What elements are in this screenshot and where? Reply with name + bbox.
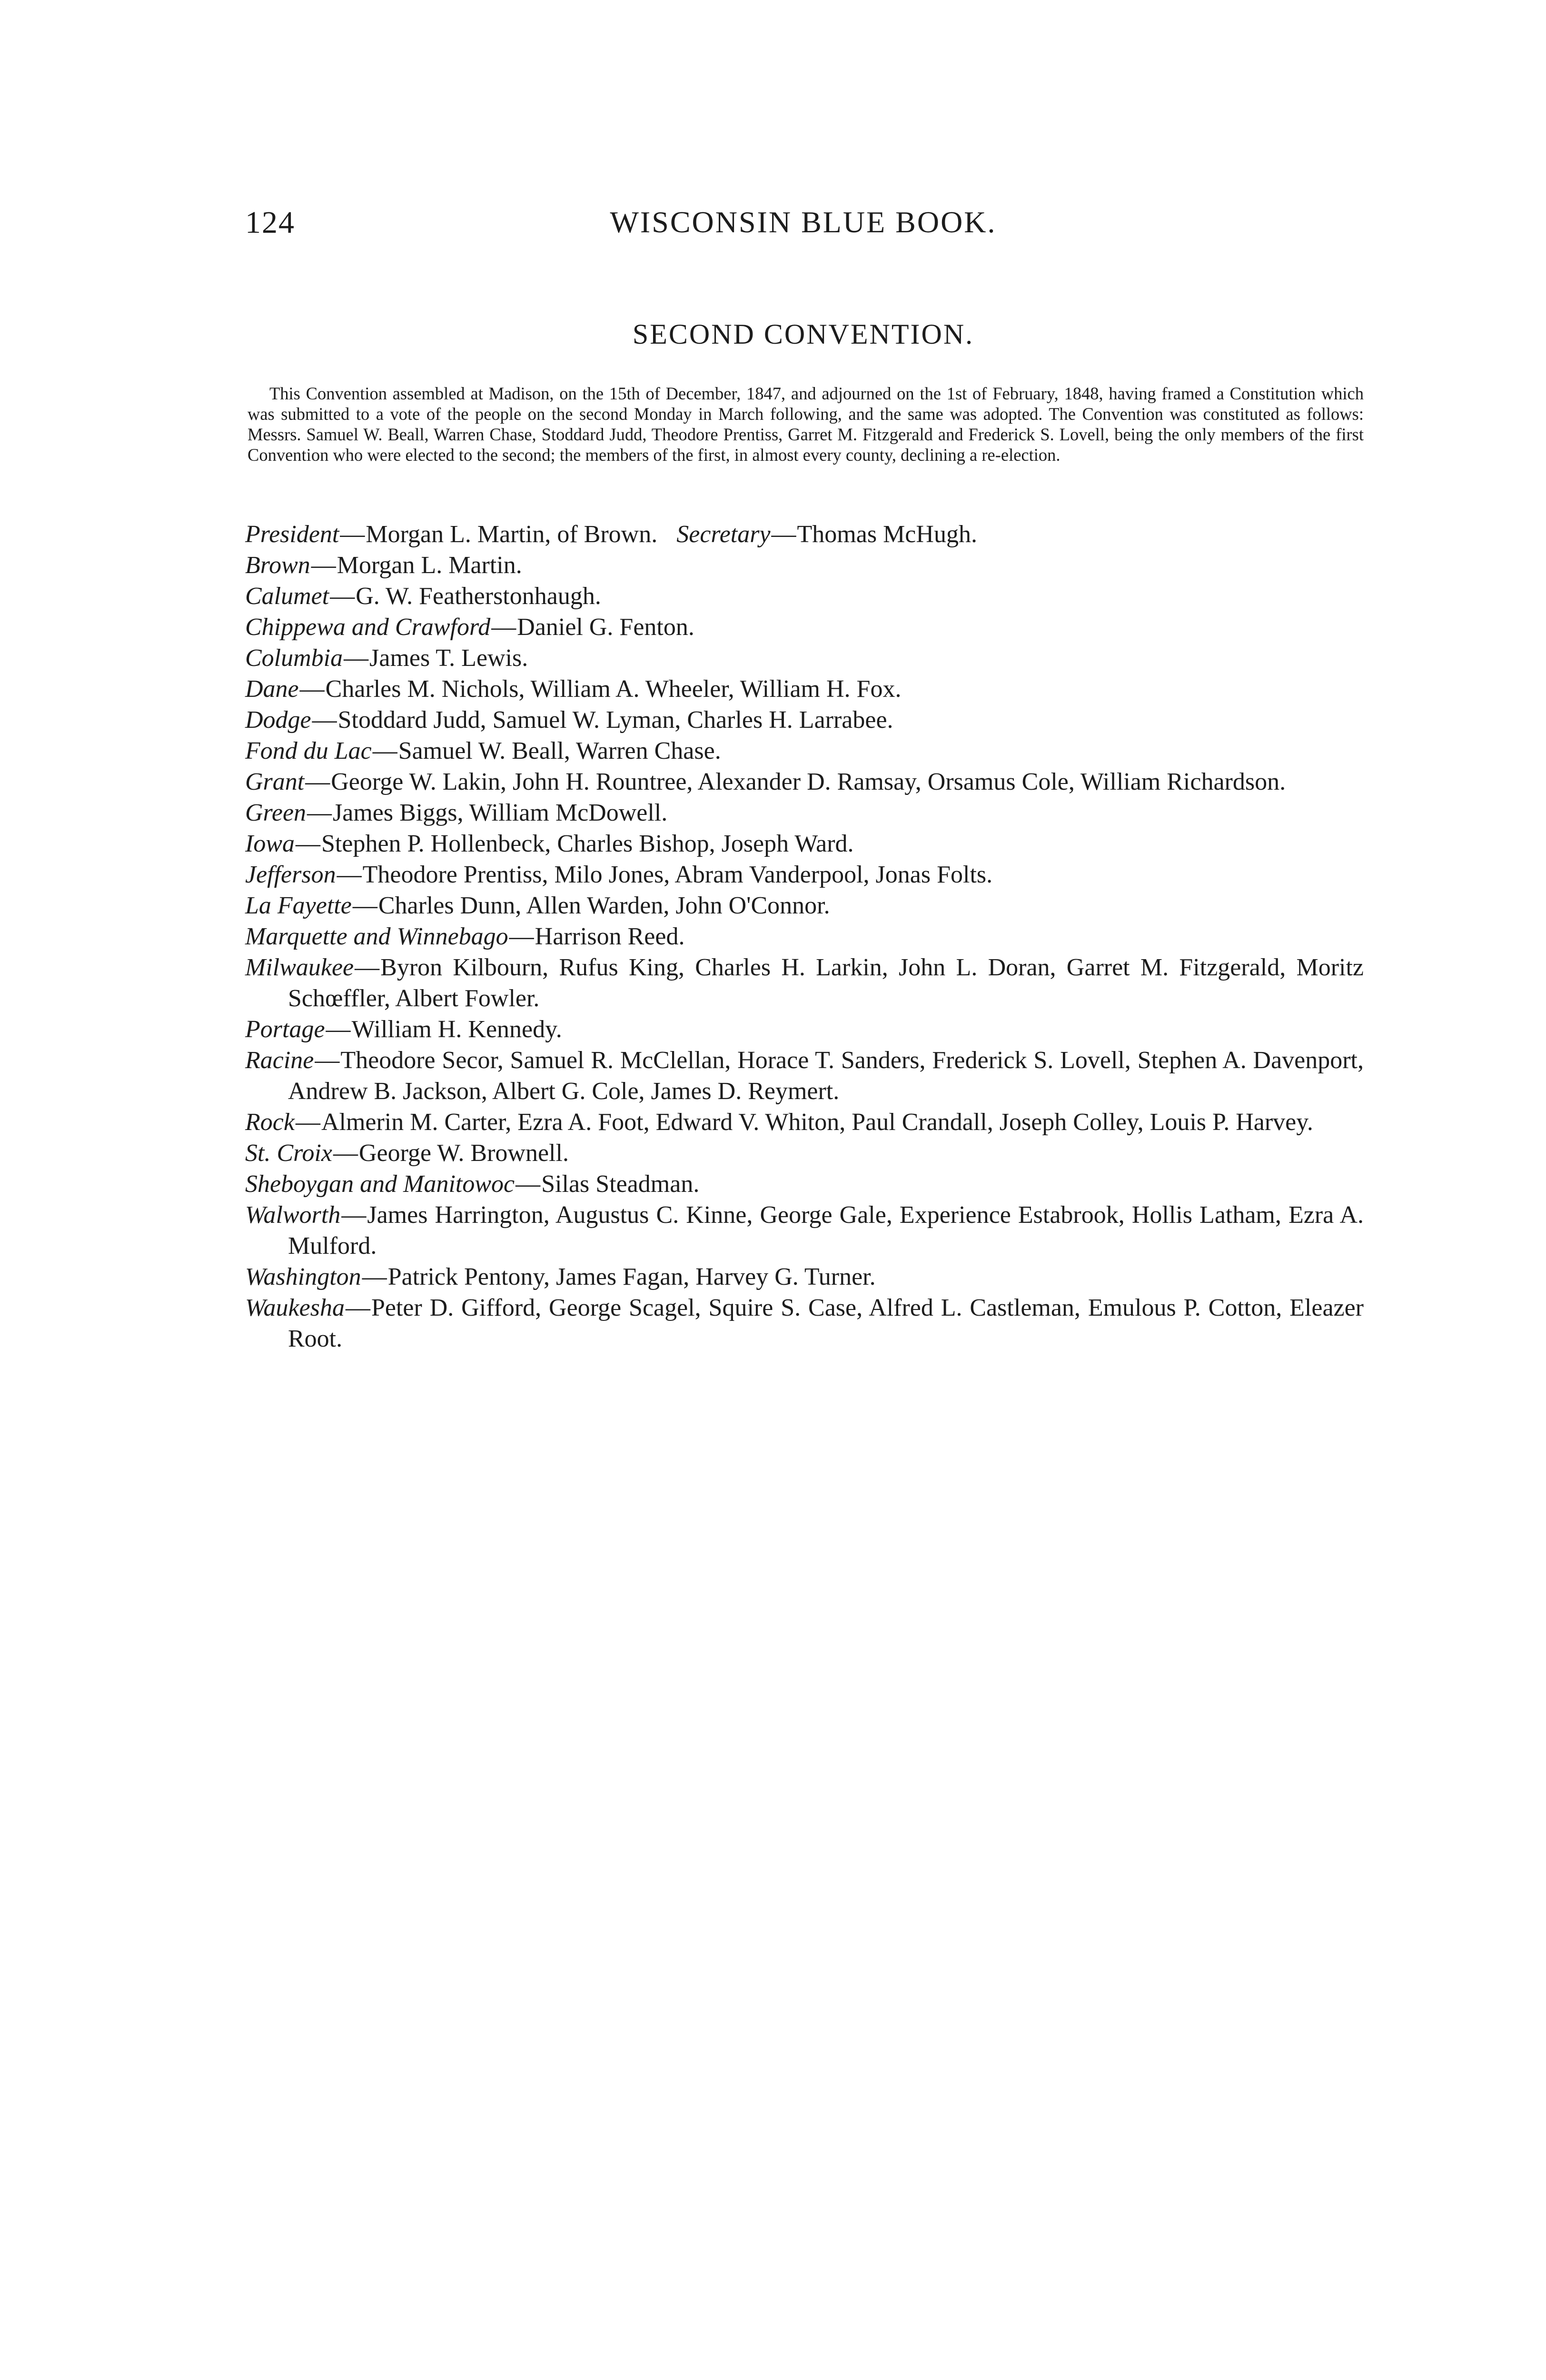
dash: — [362, 1263, 387, 1290]
member-entry [245, 1292, 1364, 1354]
member-entry [245, 1138, 1364, 1169]
dash: — [515, 1170, 541, 1198]
member-names: William H. Kennedy. [351, 1016, 562, 1043]
county-label: Calumet [245, 583, 329, 610]
member-entry [245, 643, 1364, 674]
member-names: Byron Kilbourn, Rufus King, Charles H. Larkin, John L. Doran, Garret M. Fitzgerald, Moritz Schœffler, Albert Fowler. [288, 954, 1364, 1012]
county-label: Iowa [245, 830, 295, 857]
dash: — [326, 1016, 351, 1043]
county-label: Marquette and Winnebago [245, 923, 508, 950]
secretary-label: Secretary [676, 521, 771, 548]
county-label: Grant [245, 768, 305, 795]
member-entry [245, 859, 1364, 890]
dash: — [305, 768, 330, 795]
dash: — [341, 1201, 367, 1229]
member-names: Morgan L. Martin. [337, 552, 522, 579]
dash: — [344, 645, 369, 672]
dash: — [337, 861, 362, 888]
member-names: George W. Brownell. [358, 1140, 569, 1167]
member-names: George W. Lakin, John H. Rountree, Alexander D. Ramsay, Orsamus Cole, William Richardson. [331, 768, 1286, 795]
member-entry [245, 1107, 1364, 1138]
county-label: St. Croix [245, 1140, 332, 1167]
county-label: Rock [245, 1109, 295, 1136]
member-names: Charles M. Nichols, William A. Wheeler, William H. Fox. [325, 675, 902, 703]
county-label: Fond du Lac [245, 737, 372, 764]
member-entry [245, 766, 1364, 797]
member-entry [245, 797, 1364, 828]
county-label: Brown [245, 552, 310, 579]
county-label: Washington [245, 1263, 361, 1290]
member-entry [245, 581, 1364, 612]
president-value: Morgan L. Martin, of Brown. [366, 521, 658, 548]
member-names: Harrison Reed. [535, 923, 685, 950]
member-entry [245, 612, 1364, 643]
county-label: Sheboygan and Manitowoc [245, 1170, 515, 1198]
member-entry [245, 828, 1364, 859]
member-names: Patrick Pentony, James Fagan, Harvey G. Turner. [387, 1263, 876, 1290]
county-label: Chippewa and Crawford [245, 614, 491, 641]
county-label: Dane [245, 675, 299, 703]
dash: — [296, 830, 320, 857]
member-names: James Biggs, William McDowell. [333, 799, 668, 826]
member-entry [245, 704, 1364, 735]
page-header [245, 205, 1361, 248]
county-label: Dodge [245, 706, 311, 734]
member-entry [245, 1261, 1364, 1292]
county-label: Walworth [245, 1201, 341, 1229]
member-names: Silas Steadman. [541, 1170, 700, 1198]
secretary-value: Thomas McHugh. [797, 521, 977, 548]
page-number: 124 [245, 205, 295, 240]
member-names: James Harrington, Augustus C. Kinne, George Gale, Experience Estabrook, Hollis Latham, Ezra A. Mulford. [288, 1201, 1364, 1259]
dash: — [345, 1294, 370, 1321]
dash: — [372, 737, 397, 764]
member-entry [245, 890, 1364, 921]
dash: — [333, 1140, 358, 1167]
president-label: President [245, 521, 339, 548]
intro-paragraph: This Convention assembled at Madison, on the 15th of December, 1847, and adjourned on the 1st of February, 1848, having framed a Constitution which was submitted to a vote of the people on the second Monday in March following, and the same was adopted. The Convention was constituted as follows: Messrs. Samuel W. Beall, Warren Chase, Stoddard Judd, Theodore Prentiss, Garret M. Fitzgerald and Frederick S. Lovell, being the only members of the first Convention who were elected to the second; the members of the first, in almost every county, declining a re-election. [248, 384, 1364, 465]
member-entry [245, 1169, 1364, 1200]
member-entry [245, 550, 1364, 581]
officers-entry [245, 519, 1364, 550]
member-entry [245, 1045, 1364, 1107]
section-title: SECOND CONVENTION. [632, 318, 974, 350]
county-label: Portage [245, 1016, 325, 1043]
dash: — [340, 521, 365, 548]
member-names: Peter D. Gifford, George Scagel, Squire S. Case, Alfred L. Castleman, Emulous P. Cotton, Eleazer Root. [288, 1294, 1364, 1352]
dash: — [491, 614, 516, 641]
member-names: Theodore Prentiss, Milo Jones, Abram Vanderpool, Jonas Folts. [362, 861, 993, 888]
member-entry [245, 921, 1364, 952]
county-entries [245, 550, 1364, 1354]
member-entry [245, 1014, 1364, 1045]
dash: — [771, 521, 796, 548]
county-label: Waukesha [245, 1294, 345, 1321]
member-names: Daniel G. Fenton. [517, 614, 694, 641]
county-label: La Fayette [245, 892, 352, 919]
member-names: Stoddard Judd, Samuel W. Lyman, Charles H. Larrabee. [337, 706, 893, 734]
member-names: G. W. Featherstonhaugh. [356, 583, 601, 610]
dash: — [330, 583, 355, 610]
member-entry [245, 735, 1364, 766]
member-entry [245, 952, 1364, 1014]
dash: — [312, 706, 337, 734]
running-title: WISCONSIN BLUE BOOK. [610, 205, 997, 239]
member-names: Theodore Secor, Samuel R. McClellan, Horace T. Sanders, Frederick S. Lovell, Stephen A. Davenport, Andrew B. Jackson, Albert G. Cole, James D. Reymert. [288, 1047, 1364, 1105]
dash: — [355, 954, 380, 981]
member-names: Charles Dunn, Allen Warden, John O'Connor. [378, 892, 830, 919]
county-label: Jefferson [245, 861, 336, 888]
dash: — [299, 675, 325, 703]
dash: — [295, 1109, 320, 1136]
county-label: Racine [245, 1047, 314, 1074]
dash: — [509, 923, 534, 950]
member-entry [245, 674, 1364, 704]
dash: — [307, 799, 332, 826]
county-label: Green [245, 799, 307, 826]
county-label: Columbia [245, 645, 343, 672]
county-label: Milwaukee [245, 954, 354, 981]
dash: — [315, 1047, 340, 1074]
dash: — [352, 892, 377, 919]
member-names: Almerin M. Carter, Ezra A. Foot, Edward V. Whiton, Paul Crandall, Joseph Colley, Louis P. Harvey. [321, 1109, 1313, 1136]
member-list [245, 519, 1364, 1354]
member-names: Samuel W. Beall, Warren Chase. [398, 737, 721, 764]
member-entry [245, 1200, 1364, 1261]
member-names: Stephen P. Hollenbeck, Charles Bishop, Joseph Ward. [321, 830, 854, 857]
member-names: James T. Lewis. [369, 645, 528, 672]
dash: — [311, 552, 336, 579]
